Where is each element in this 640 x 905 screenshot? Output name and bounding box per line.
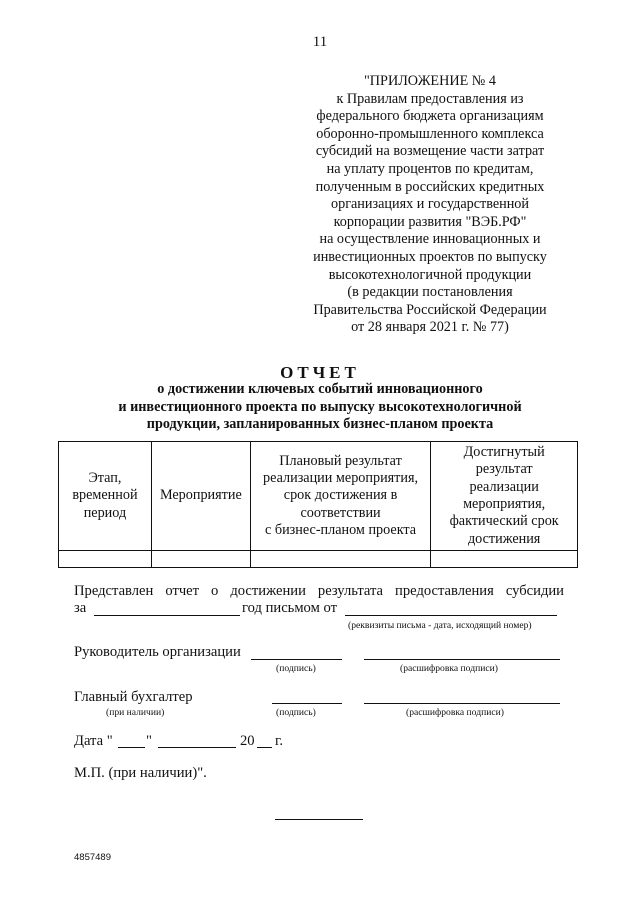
report-title: ОТЧЕТ bbox=[280, 363, 360, 382]
header-text: Плановый результат bbox=[279, 452, 402, 469]
presented-line: Представлен отчет о достижении результата предоставления субсидии bbox=[74, 583, 564, 599]
accountant-decoding-blank[interactable] bbox=[364, 703, 560, 704]
appendix-line: (в редакции постановления bbox=[347, 284, 513, 301]
accountant-label: Главный бухгалтер bbox=[74, 689, 193, 705]
appendix-line: полученным в российских кредитных bbox=[315, 178, 545, 195]
table-cell[interactable] bbox=[151, 551, 250, 568]
header-text: с бизнес-планом проекта bbox=[265, 521, 417, 538]
header-stage bbox=[59, 442, 152, 551]
header-text: фактический срок bbox=[449, 513, 559, 530]
appendix-line: от 28 января 2021 г. № 77) bbox=[351, 319, 509, 336]
appendix-line: оборонно-промышленного комплекса bbox=[316, 125, 544, 142]
header-text: достижения bbox=[467, 530, 541, 547]
header-text: временной bbox=[72, 487, 138, 504]
report-table bbox=[58, 441, 578, 568]
letter-details-hint: (реквизиты письма - дата, исходящий номер) bbox=[348, 620, 532, 631]
appendix-line: субсидий на возмещение части затрат bbox=[315, 143, 545, 160]
date-label: Дата " bbox=[74, 733, 113, 749]
presented-za: за bbox=[74, 600, 87, 616]
header-achieved-result bbox=[431, 442, 578, 551]
header-text: реализации мероприятия, bbox=[263, 470, 419, 487]
header-text: Достигнутый bbox=[463, 444, 545, 461]
head-signature-blank[interactable] bbox=[251, 659, 342, 660]
head-signature-hint: (подпись) bbox=[276, 663, 316, 674]
appendix-line: федерального бюджета организациям bbox=[316, 108, 544, 125]
letter-details-blank[interactable] bbox=[345, 615, 557, 616]
period-blank[interactable] bbox=[94, 615, 240, 616]
head-decoding-blank[interactable] bbox=[364, 659, 560, 660]
head-label: Руководитель организации bbox=[74, 644, 241, 660]
closing-line bbox=[275, 819, 363, 820]
accountant-decoding-hint: (расшифровка подписи) bbox=[406, 707, 504, 718]
accountant-signature-blank[interactable] bbox=[272, 703, 342, 704]
header-text: срок достижения в bbox=[283, 487, 398, 504]
subtitle-line: о достижении ключевых событий инновационного bbox=[157, 381, 483, 397]
report-subtitle bbox=[0, 381, 640, 434]
table-row bbox=[59, 551, 578, 568]
table-header-row bbox=[59, 442, 578, 551]
header-text: мероприятия, bbox=[463, 496, 546, 512]
header-text: результат bbox=[475, 461, 533, 478]
subtitle-line: и инвестиционного проекта по выпуску высокотехнологичной bbox=[118, 398, 522, 415]
appendix-line: организациях и государственной bbox=[331, 196, 529, 213]
appendix-header bbox=[300, 73, 560, 337]
appendix-line: "ПРИЛОЖЕНИЕ № 4 bbox=[364, 73, 496, 89]
date-quote: " bbox=[146, 733, 152, 749]
appendix-line: инвестиционных проектов по выпуску bbox=[313, 248, 547, 265]
appendix-line: высокотехнологичной продукции bbox=[328, 266, 532, 283]
document-code: 4857489 bbox=[74, 852, 111, 863]
appendix-line: корпорации развития "ВЭБ.РФ" bbox=[333, 213, 527, 230]
appendix-line: к Правилам предоставления из bbox=[336, 90, 524, 107]
header-text: Мероприятие bbox=[159, 487, 242, 504]
date-month-blank[interactable] bbox=[158, 747, 236, 748]
accountant-signature-hint: (подпись) bbox=[276, 707, 316, 718]
header-text: реализации bbox=[469, 478, 539, 495]
table-cell[interactable] bbox=[250, 551, 430, 568]
date-year-prefix: 20 bbox=[240, 733, 255, 749]
date-day-blank[interactable] bbox=[118, 747, 145, 748]
appendix-line: Правительства Российской Федерации bbox=[313, 301, 547, 318]
header-text: соответствии bbox=[300, 504, 381, 521]
head-decoding-hint: (расшифровка подписи) bbox=[400, 663, 498, 674]
date-year-blank[interactable] bbox=[257, 747, 272, 748]
page-number: 11 bbox=[312, 34, 328, 50]
table-cell[interactable] bbox=[59, 551, 152, 568]
table-cell[interactable] bbox=[431, 551, 578, 568]
appendix-line: на осуществление инновационных и bbox=[319, 231, 541, 248]
stamp-text: М.П. (при наличии)". bbox=[74, 765, 207, 781]
date-year-suffix: г. bbox=[275, 733, 283, 749]
header-planned-result bbox=[250, 442, 430, 551]
header-activity bbox=[151, 442, 250, 551]
presented-year-text: год письмом от bbox=[242, 600, 337, 616]
subtitle-line: продукции, запланированных бизнес-планом проекта bbox=[146, 416, 494, 433]
header-text: период bbox=[83, 504, 127, 521]
header-text: Этап, bbox=[88, 470, 122, 487]
appendix-line: на уплату процентов по кредитам, bbox=[326, 160, 534, 177]
accountant-if-any-hint: (при наличии) bbox=[106, 707, 165, 718]
